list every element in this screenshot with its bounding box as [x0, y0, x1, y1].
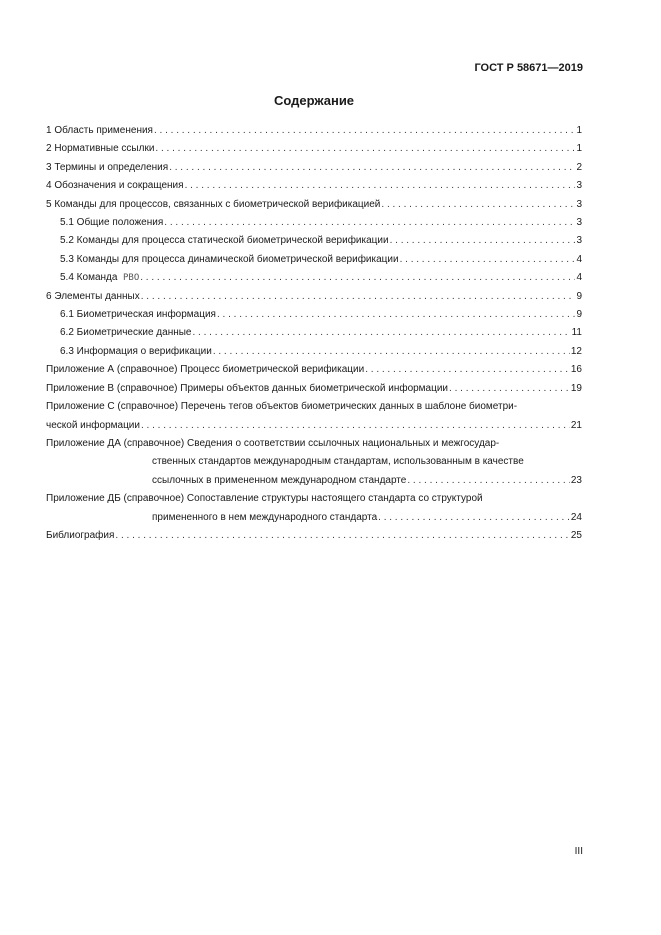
- command-code: PBO: [122, 273, 140, 284]
- toc-entry-4[interactable]: [46, 177, 582, 195]
- toc-entry-appendix-db[interactable]: [46, 490, 582, 527]
- toc-entry-page: 3: [576, 217, 582, 229]
- toc-entry-page: 24: [570, 511, 582, 523]
- toc-entry-label: 5 Команды для процессов, связанных с биометрической верификацией: [46, 198, 381, 210]
- toc-entry-5-4[interactable]: [46, 269, 582, 287]
- leader-dots: [192, 324, 570, 342]
- toc-entry-page: 3: [576, 235, 582, 247]
- toc-entry-label: 6 Элементы данных: [46, 290, 140, 302]
- toc-entry-page: 25: [570, 529, 582, 541]
- toc-entry-label: 1 Область применения: [46, 125, 153, 136]
- document-code: ГОСТ Р 58671—2019: [474, 62, 583, 74]
- toc-entry-label: Библиография: [46, 529, 115, 541]
- toc-entry-page: 3: [576, 198, 582, 210]
- toc-entry-label: 3 Термины и определения: [46, 161, 169, 173]
- leader-dots: [141, 288, 576, 306]
- toc-entry-label: 6.1 Биометрическая информация: [60, 309, 216, 321]
- toc-entry-page: 11: [571, 327, 582, 339]
- toc-entry-label: 4 Обозначения и сокращения: [46, 180, 184, 192]
- toc-entry-label: Приложение В (справочное) Примеры объектов данных биометрической информации: [46, 382, 449, 394]
- toc-entry-label: 2 Нормативные ссылки: [46, 143, 155, 155]
- toc-entry-label-line: ческой информации: [46, 419, 140, 431]
- toc-entry-label: 6.3 Информация о верификации: [60, 345, 212, 357]
- toc-entry-appendix-b[interactable]: [46, 380, 582, 398]
- toc-entry-label-text: 5.4 Команда: [60, 272, 118, 284]
- leader-dots: [378, 509, 570, 527]
- toc-entry-5-3[interactable]: [46, 251, 582, 269]
- toc-entry-page: 2: [576, 161, 582, 173]
- toc-entry-6-3[interactable]: [46, 343, 582, 361]
- leader-dots: [155, 140, 575, 158]
- leader-dots: [217, 306, 575, 324]
- page-number: III: [574, 846, 583, 857]
- toc-entry-appendix-c[interactable]: [46, 398, 582, 435]
- toc-entry-page: 4: [576, 272, 582, 284]
- toc-entry-last-line: [46, 417, 582, 435]
- toc-entry-2[interactable]: [46, 140, 582, 158]
- toc-entry-label-line: ственных стандартов международным стандартам, использованным в качестве: [152, 456, 524, 468]
- toc-entry-label: Приложение А (справочное) Процесс биометрической верификации: [46, 364, 365, 376]
- toc-entry-page: 9: [576, 290, 582, 302]
- toc-entry-label-line: Приложение ДБ (справочное) Сопоставление структуры настоящего стандарта со структурой: [46, 493, 483, 505]
- toc-entry-label-line: Приложение ДА (справочное) Сведения о соответствии ссылочных национальных и межгосудар-: [46, 437, 500, 449]
- toc-entry-label-line: примененного в нем международного стандарта: [152, 511, 378, 523]
- toc-entry-page: 12: [570, 345, 582, 357]
- toc-entry-1[interactable]: [46, 122, 582, 140]
- toc-entry-page: 3: [576, 180, 582, 192]
- leader-dots: [400, 251, 576, 269]
- leader-dots: [185, 177, 576, 195]
- leader-dots: [154, 122, 575, 140]
- toc-entry-label-line: ссылочных в примененном международном стандарте: [152, 474, 407, 486]
- leader-dots: [407, 472, 570, 490]
- toc-entry-page: 1: [576, 143, 582, 155]
- leader-dots: [169, 159, 575, 177]
- toc-entry-appendix-da[interactable]: [46, 435, 582, 490]
- toc-entry-last-line: [46, 509, 582, 527]
- table-of-contents: [46, 122, 582, 545]
- toc-entry-label: 5.1 Общие положения: [60, 217, 164, 229]
- page-title: Содержание: [273, 93, 355, 108]
- toc-entry-page: 19: [570, 382, 582, 394]
- leader-dots: [381, 196, 575, 214]
- toc-entry-page: 4: [576, 253, 582, 265]
- leader-dots: [115, 527, 569, 545]
- toc-entry-page: 9: [576, 309, 582, 321]
- leader-dots: [365, 361, 570, 379]
- leader-dots: [449, 380, 570, 398]
- leader-dots: [213, 343, 570, 361]
- toc-entry-label: [60, 269, 139, 287]
- toc-entry-6-1[interactable]: [46, 306, 582, 324]
- leader-dots: [164, 214, 575, 232]
- leader-dots: [390, 232, 576, 250]
- toc-entry-page: 21: [570, 419, 582, 431]
- toc-entry-6[interactable]: [46, 288, 582, 306]
- toc-entry-5-2[interactable]: [46, 232, 582, 250]
- toc-entry-5[interactable]: [46, 196, 582, 214]
- toc-entry-6-2[interactable]: [46, 324, 582, 342]
- toc-entry-last-line: [46, 472, 582, 490]
- toc-entry-page: 23: [570, 474, 582, 486]
- toc-entry-label: 5.2 Команды для процесса статической биометрической верификации: [60, 235, 389, 247]
- toc-entry-label-line: Приложение С (справочное) Перечень тегов объектов биометрических данных в шаблоне биометри-: [46, 401, 518, 413]
- toc-entry-label: 6.2 Биометрические данные: [60, 327, 192, 339]
- toc-entry-page: 16: [570, 364, 582, 376]
- toc-entry-appendix-a[interactable]: [46, 361, 582, 379]
- toc-entry-5-1[interactable]: [46, 214, 582, 232]
- toc-entry-page: 1: [576, 125, 582, 136]
- leader-dots: [140, 269, 575, 287]
- toc-entry-3[interactable]: [46, 159, 582, 177]
- toc-entry-bibliography[interactable]: [46, 527, 582, 545]
- toc-entry-label: 5.3 Команды для процесса динамической биометрической верификации: [60, 253, 399, 265]
- leader-dots: [141, 417, 570, 435]
